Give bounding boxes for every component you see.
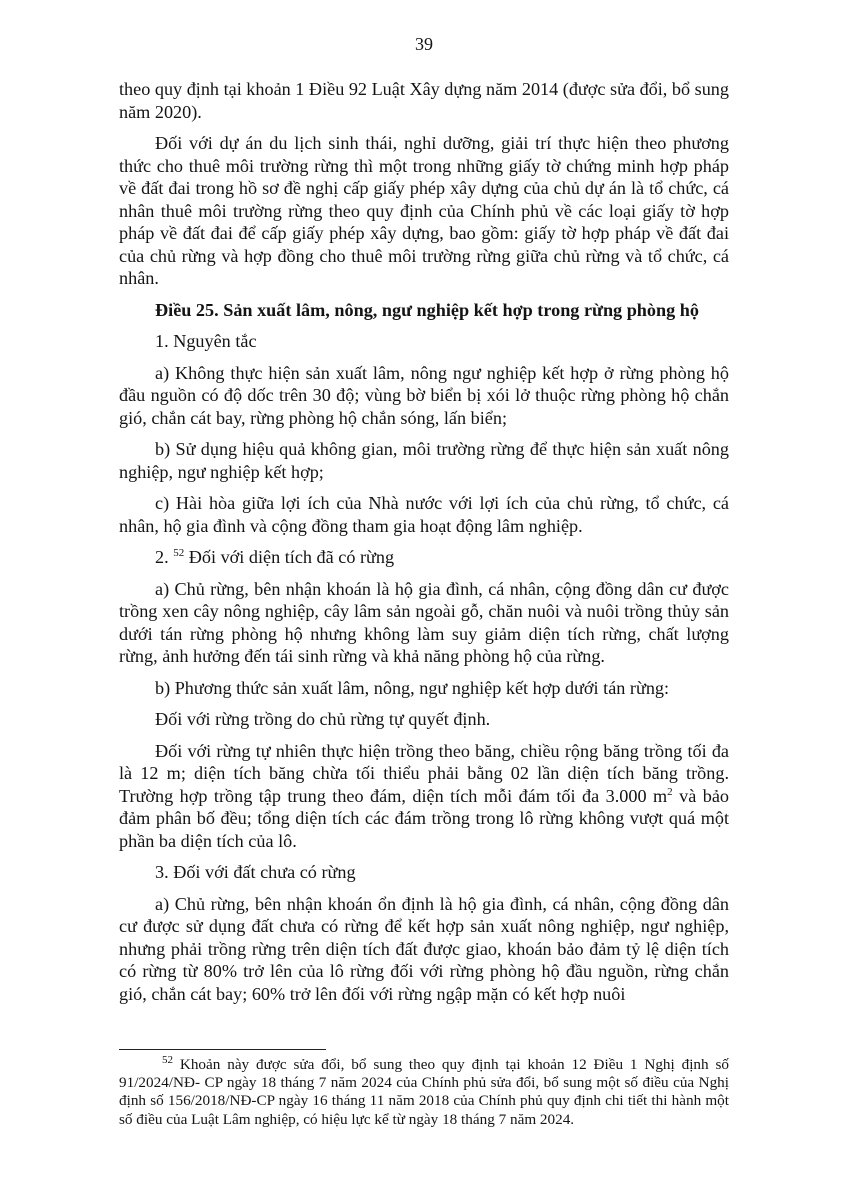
natural-forest-text-2: và bảo đảm phân bố đều; tổng diện tích các đám trồng trong lô rừng không vượt quá một phần ba diện tích của lô.: [119, 785, 729, 851]
natural-forest-text-1: Đối với rừng tự nhiên thực hiện trồng theo băng, chiều rộng băng trồng tối đa là 12 m; diện tích băng chừa tối thiểu phải bằng 02 lần diện tích băng trồng. Trường hợp trồng tập trung theo đám, diện tích mỗi đám tối đa 3.000 m: [119, 740, 729, 806]
body-text: [119, 78, 729, 1014]
page-number: 39: [415, 34, 433, 54]
section-2-item-b: b) Phương thức sản xuất lâm, nông, ngư nghiệp kết hợp dưới tán rừng:: [155, 677, 670, 698]
section-1-item-b: b) Sử dụng hiệu quả không gian, môi trường rừng để thực hiện sản xuất nông nghiệp, ngư nghiệp kết hợp;: [119, 439, 729, 482]
section-1-title: 1. Nguyên tắc: [155, 331, 257, 351]
footnote-number: 52: [162, 1053, 173, 1066]
section-2-title: [119, 546, 729, 569]
section-2-item-a: a) Chủ rừng, bên nhận khoán là hộ gia đình, cá nhân, cộng đồng dân cư được trồng xen cây nông nghiệp, cây lâm sản ngoài gỗ, chăn nuôi và nuôi trồng thủy sản dưới tán rừng phòng hộ nhưng không làm suy giảm diện tích rừng, chất lượng rừng, ảnh hưởng đến tái sinh rừng và khả năng phòng hộ của rừng.: [119, 578, 729, 666]
section-1-item-a: a) Không thực hiện sản xuất lâm, nông ngư nghiệp kết hợp ở rừng phòng hộ đầu nguồn có độ dốc trên 30 độ; vùng bờ biển bị xói lở thuộc rừng phòng hộ chắn gió, chắn cát bay, rừng phòng hộ chắn sóng, lấn biển;: [119, 362, 729, 428]
footnote-divider: [119, 1049, 326, 1050]
square-superscript: 2: [667, 785, 673, 798]
section-2-item-b-natural: [119, 740, 729, 853]
paragraph-eco-tourism: Đối với dự án du lịch sinh thái, nghỉ dưỡng, giải trí thực hiện theo phương thức cho thuê môi trường rừng thì một trong những giấy tờ chứng minh hợp pháp về đất đai trong hồ sơ đề nghị cấp giấy phép xây dựng của chủ dự án là tổ chức, cá nhân thuê môi trường rừng theo quy định của Chính phủ về các loại giấy tờ hợp pháp về đất đai để cấp giấy phép xây dựng, bao gồm: giấy tờ hợp pháp về đất đai của chủ rừng và hợp đồng cho thuê môi trường rừng giữa chủ rừng và tổ chức, cá nhân.: [119, 133, 729, 288]
section-3-item-a: a) Chủ rừng, bên nhận khoán ổn định là hộ gia đình, cá nhân, cộng đồng dân cư được sử dụng đất chưa có rừng để kết hợp sản xuất nông nghiệp, ngư nghiệp, nhưng phải trồng rừng trên diện tích đất được giao, khoán bảo đảm tỷ lệ diện tích có rừng từ 80% trở lên của lô rừng đối với rừng phòng hộ đầu nguồn, rừng chắn gió, chắn cát bay; 60% trở lên đối với rừng ngập mặn có kết hợp nuôi: [119, 893, 729, 1004]
section-1-item-c: c) Hài hòa giữa lợi ích của Nhà nước với lợi ích của chủ rừng, tổ chức, cá nhân, hộ gia đình và cộng đồng tham gia hoạt động lâm nghiệp.: [119, 493, 729, 536]
footnote-text: Khoản này được sửa đổi, bổ sung theo quy định tại khoản 12 Điều 1 Nghị định số 91/2024/NĐ- CP ngày 18 tháng 7 năm 2024 của Chính phủ sửa đổi, bổ sung một số điều của Nghị định số 156/2018/NĐ-CP ngày 16 tháng 11 năm 2018 của Chính phủ quy định chi tiết thi hành một số điều của Luật Lâm nghiệp, có hiệu lực kể từ ngày 18 tháng 7 năm 2024.: [119, 1056, 729, 1128]
footnote: [119, 1053, 729, 1129]
paragraph-continuation: theo quy định tại khoản 1 Điều 92 Luật Xây dựng năm 2014 (được sửa đổi, bổ sung năm 2020).: [119, 79, 729, 122]
footnote-reference[interactable]: 52: [173, 546, 185, 559]
section-2-item-b-planted: Đối với rừng trồng do chủ rừng tự quyết định.: [155, 709, 491, 729]
article-heading: Điều 25. Sản xuất lâm, nông, ngư nghiệp kết hợp trong rừng phòng hộ: [155, 299, 699, 320]
section-2-title-text: Đối với diện tích đã có rừng: [188, 547, 395, 567]
section-2-number: 2.: [155, 547, 169, 567]
section-3-title: 3. Đối với đất chưa có rừng: [155, 862, 356, 882]
